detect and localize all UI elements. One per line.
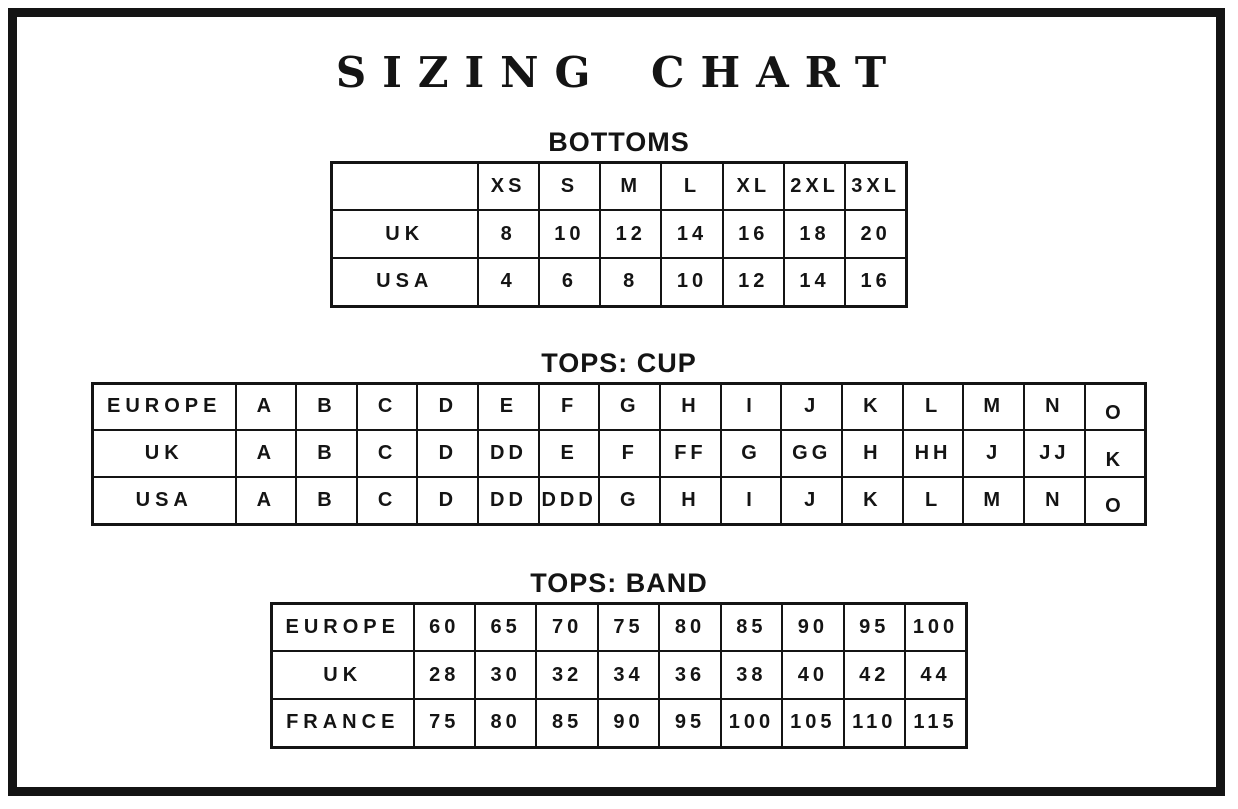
row-label: FRANCE xyxy=(272,699,414,747)
size-cell: K xyxy=(842,383,903,430)
size-cell: 75 xyxy=(414,699,475,747)
size-cell: 8 xyxy=(600,258,661,306)
size-header-cell: S xyxy=(539,162,600,210)
size-cell: N xyxy=(1024,477,1085,524)
tops-cup-section xyxy=(91,308,1147,526)
size-cell: 16 xyxy=(723,210,784,258)
bottoms-section xyxy=(330,101,908,308)
size-cell: 18 xyxy=(784,210,845,258)
size-cell: 80 xyxy=(475,699,536,747)
size-cell: O xyxy=(1085,383,1146,430)
size-row xyxy=(93,430,1146,477)
size-cell: D xyxy=(417,430,478,477)
size-cell: B xyxy=(296,383,357,430)
row-label: UK xyxy=(332,210,478,258)
row-label: EUROPE xyxy=(93,383,236,430)
size-cell: 12 xyxy=(723,258,784,306)
size-cell: 105 xyxy=(782,699,843,747)
size-cell: K xyxy=(1085,430,1146,477)
size-header-cell: M xyxy=(600,162,661,210)
size-header-cell: XL xyxy=(723,162,784,210)
size-cell: K xyxy=(842,477,903,524)
size-cell: I xyxy=(721,477,782,524)
size-cell: 95 xyxy=(659,699,720,747)
size-cell: G xyxy=(599,477,660,524)
size-cell: C xyxy=(357,383,418,430)
size-cell: 44 xyxy=(905,651,967,699)
size-row xyxy=(272,603,967,651)
size-cell: G xyxy=(599,383,660,430)
size-row xyxy=(93,383,1146,430)
row-label: USA xyxy=(332,258,478,306)
tops-band-section xyxy=(270,526,968,749)
size-cell: O xyxy=(1085,477,1146,524)
size-cell: H xyxy=(842,430,903,477)
size-cell: M xyxy=(963,477,1024,524)
size-header-cell: XS xyxy=(478,162,539,210)
size-cell: 85 xyxy=(536,699,597,747)
size-cell: C xyxy=(357,477,418,524)
size-cell: 20 xyxy=(845,210,906,258)
size-cell: E xyxy=(478,383,539,430)
size-cell: 100 xyxy=(721,699,782,747)
size-header-cell: 2XL xyxy=(784,162,845,210)
size-cell: 32 xyxy=(536,651,597,699)
size-row xyxy=(272,651,967,699)
size-cell: HH xyxy=(903,430,964,477)
size-cell: 16 xyxy=(845,258,906,306)
size-cell: 34 xyxy=(598,651,659,699)
tops-band-heading: TOPS: BAND xyxy=(530,567,708,598)
size-cell: A xyxy=(236,383,297,430)
tops-cup-heading: TOPS: CUP xyxy=(541,347,697,378)
size-cell: 8 xyxy=(478,210,539,258)
size-cell: D xyxy=(417,383,478,430)
size-cell: 70 xyxy=(536,603,597,651)
size-cell: F xyxy=(539,383,600,430)
size-row xyxy=(272,699,967,747)
size-cell: 80 xyxy=(659,603,720,651)
size-cell: 90 xyxy=(782,603,843,651)
size-cell: DDD xyxy=(539,477,600,524)
size-cell: 110 xyxy=(844,699,905,747)
size-cell: DD xyxy=(478,430,539,477)
row-label: EUROPE xyxy=(272,603,414,651)
size-cell: A xyxy=(236,430,297,477)
bottoms-table xyxy=(330,161,908,308)
size-header-cell: 3XL xyxy=(845,162,906,210)
size-cell: 10 xyxy=(661,258,722,306)
size-cell: L xyxy=(903,383,964,430)
size-cell: 75 xyxy=(598,603,659,651)
size-row xyxy=(93,477,1146,524)
size-row xyxy=(332,258,907,306)
size-cell: 14 xyxy=(784,258,845,306)
size-cell: GG xyxy=(781,430,842,477)
row-label: UK xyxy=(93,430,236,477)
size-cell: 100 xyxy=(905,603,967,651)
corner-cell xyxy=(332,162,478,210)
size-cell: H xyxy=(660,477,721,524)
size-cell: J xyxy=(781,477,842,524)
size-cell: 90 xyxy=(598,699,659,747)
page-title: SIZING CHART xyxy=(335,48,903,97)
size-cell: 30 xyxy=(475,651,536,699)
size-cell: N xyxy=(1024,383,1085,430)
size-cell: JJ xyxy=(1024,430,1085,477)
size-cell: I xyxy=(721,383,782,430)
size-cell: 40 xyxy=(782,651,843,699)
size-cell: FF xyxy=(660,430,721,477)
size-cell: 14 xyxy=(661,210,722,258)
size-cell: 4 xyxy=(478,258,539,306)
size-cell: 60 xyxy=(414,603,475,651)
size-cell: 42 xyxy=(844,651,905,699)
size-cell: D xyxy=(417,477,478,524)
size-cell: 12 xyxy=(600,210,661,258)
bottoms-heading: BOTTOMS xyxy=(548,126,690,157)
size-cell: 6 xyxy=(539,258,600,306)
size-cell: 85 xyxy=(721,603,782,651)
size-cell: E xyxy=(539,430,600,477)
size-cell: F xyxy=(599,430,660,477)
size-cell: 38 xyxy=(721,651,782,699)
size-cell: 28 xyxy=(414,651,475,699)
size-cell: L xyxy=(903,477,964,524)
size-cell: A xyxy=(236,477,297,524)
size-cell: DD xyxy=(478,477,539,524)
size-cell: 95 xyxy=(844,603,905,651)
tops-cup-table xyxy=(91,382,1147,526)
size-cell: C xyxy=(357,430,418,477)
size-cell: 10 xyxy=(539,210,600,258)
size-header-cell: L xyxy=(661,162,722,210)
size-header-row xyxy=(332,162,907,210)
size-cell: 36 xyxy=(659,651,720,699)
size-cell: J xyxy=(781,383,842,430)
row-label: UK xyxy=(272,651,414,699)
size-cell: B xyxy=(296,430,357,477)
row-label: USA xyxy=(93,477,236,524)
size-cell: J xyxy=(963,430,1024,477)
tops-band-table xyxy=(270,602,968,749)
size-cell: 115 xyxy=(905,699,967,747)
size-cell: G xyxy=(721,430,782,477)
size-row xyxy=(332,210,907,258)
size-cell: 65 xyxy=(475,603,536,651)
size-cell: B xyxy=(296,477,357,524)
size-cell: H xyxy=(660,383,721,430)
size-cell: M xyxy=(963,383,1024,430)
